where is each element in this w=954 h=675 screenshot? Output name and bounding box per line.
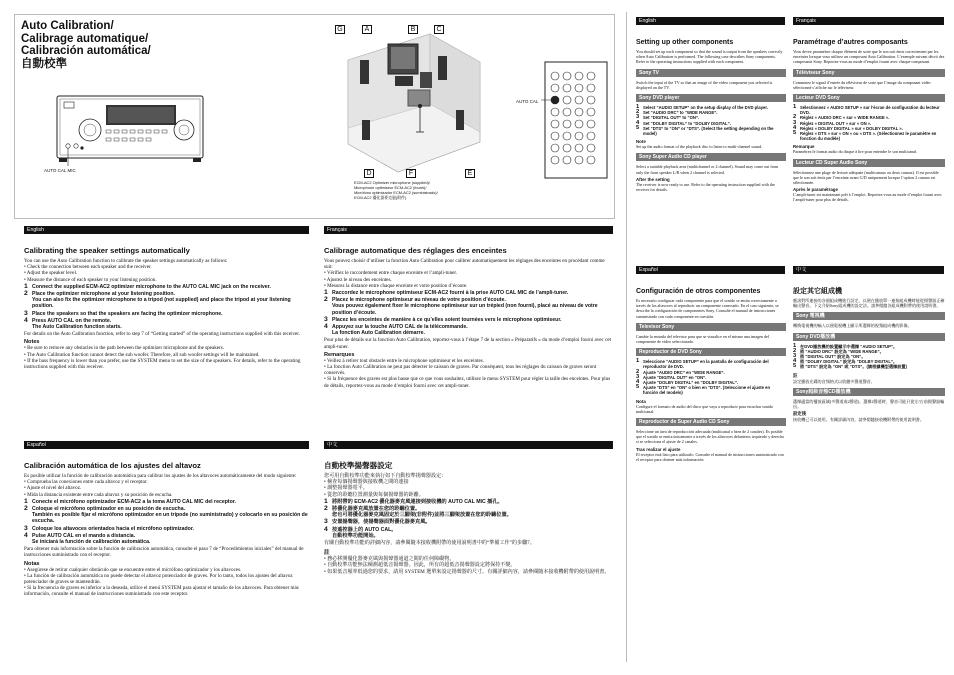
note-title: 註 (793, 372, 798, 378)
step-4: 4 Appuyez sur la touche AUTO CAL de la télécommande. La fonction Auto Calibration démarre. (324, 323, 468, 337)
list-item: • Asegúrese de retirar cualquier obstáculo que se encuentre entre el micrófono optimizador y los altavoces. (24, 567, 312, 573)
step-4: 4 按遙控器上的 AUTO CAL。 自動校準功能開始。 (324, 525, 397, 539)
intro-text: Vous devez paramétrer chaque élément de sorte que le son soit émis correctement par les enceintes lorsque vous utilisez un composant Auto Calibration. L’exemple suivant décrit des composants Sony. Reportez-vous au mode d’emploi fourni avec chaque composant. (793, 49, 945, 65)
intro-text: Es posible utilizar la función de calibración automática para calibrar los ajustes de los altavoces automáticamente del modo siguiente: (24, 473, 297, 479)
list-item: • Mida la distancia existente entre cada altavoz y su posición de escucha. (24, 492, 312, 498)
bullet-list (324, 479, 614, 498)
dvd-step-4: 4 Set “DOLBY DIGITAL” to “DOLBY DIGITAL”. (636, 119, 731, 126)
step-4: 4 Press AUTO CAL on the remote. The Auto Calibration function starts. (24, 316, 122, 331)
list-item: • Ajustez le niveau des enceintes. (324, 277, 614, 283)
dvd-step-5: 5 將 “DTS” 設定為 “ON” 或 “DTS”。(請根據機型選擇設置) (793, 363, 908, 370)
dvd-step-3: 3 Ajuste “DIGITAL OUT” en “ON”. (636, 373, 707, 380)
page-title (21, 20, 181, 70)
dvd-step-1: 1 Seleccione “AUDIO SETUP” en la pantalla de configuración del reproductor de DVD. (636, 358, 769, 370)
dvd-step-4: 4 Ajuste “DOLBY DIGITAL” en “DOLBY DIGITAL”. (636, 379, 739, 386)
section-heading: 設定其它組成機 (793, 288, 842, 295)
sacd-text: 選擇適當的播放區域(多聲道或2聲道)。選擇2聲道時，聲音可能只從左/右前揚聲器輸出。 (793, 398, 945, 410)
dvd-step-1: 1 在DVD播放機的設置顯示中選擇 “AUDIO SETUP”。 (793, 342, 898, 349)
caption-line: Microphone optimiseur ECM-AC2 (fourni)/ (354, 185, 427, 190)
notes-list (24, 345, 312, 370)
dvd-step-1: 1 Select “AUDIO SETUP” on the setup display of the DVD player. (636, 104, 768, 111)
tv-text: Cambie la entrada del televisor para que se visualice en el mismo una imagen del componente de vídeo seleccionado. (636, 333, 769, 345)
tv-text: Commutez le signal d’entrée du téléviseur de sorte que l’image du composant vidéo sélectionné s’affiche sur le téléviseur. (793, 79, 931, 90)
bullet-list (324, 270, 614, 289)
callout-B (408, 18, 418, 36)
subsection-bar: Reproductor de Super Audio CD Sony (636, 418, 786, 426)
subsection-bar: Sony DVD player (636, 94, 786, 102)
intro-text: Es necesario configurar cada componente para que el sonido se emita correctamente a través de los altavoces al reproducir un componente conectado. En el caso siguiente, se describe la configuración de componentes Sony. Consulte el manual de instrucciones suministrado con cada componente en cuestión. (636, 298, 779, 319)
lang-bar-fr-setup: Français (793, 17, 944, 25)
after-text: 有關自動校準功能的詳細內容，請參閱隨本接收機附帶的使用說明書中的“準備工作”的步驟7。 (324, 540, 535, 547)
list-item: • Comprueba las conexiones entre cada altavoz y el receptor. (24, 479, 312, 485)
dvd-step-3: 3 Réglez « DIGITAL OUT » sur « ON ». (793, 119, 872, 126)
tv-text: 轉換電視機的輸入以便電視機上顯示所選擇的視頻組成機的影像。 (793, 323, 912, 329)
callout-G (335, 18, 345, 36)
note-title: Remarque (793, 144, 815, 150)
callout-label: B (408, 25, 418, 34)
intro-text: 您可用自動校準功能來執行如下自動校準揚聲器設定： (324, 473, 447, 479)
section-heading: 自動校準揚聲器設定 (324, 461, 393, 470)
callout-F (406, 162, 416, 180)
step-1: 1 Conecte el micrófono optimizador ECM-AC2 a la toma AUTO CAL MIC del receptor. (24, 497, 236, 505)
lang-bar-en-setup: English (636, 17, 785, 25)
list-item: • Ajuste el nivel del altavoz. (24, 485, 312, 491)
callout-C (434, 18, 444, 36)
right-panel-divider (626, 12, 627, 662)
lang-bar-zh: 中文 (324, 441, 613, 449)
after-title: After the setting (636, 176, 670, 182)
dvd-step-2: 2 Réglez « AUDIO DRC » sur « WIDE RANGE ». (793, 114, 890, 121)
section-zh-setup (793, 287, 945, 422)
callout-label: F (406, 169, 416, 178)
list-item: • Si la fréquence des graves est plus basse que ce que vous souhaitez, utilisez le menu SYSTEM pour régler la taille des enceintes. Pour plus de détails, reportez-vous au mode d’emploi fourni avec cet ampli-tuner. (324, 376, 614, 388)
subsection-bar: Sony TV (636, 69, 786, 77)
step-4: 4 Pulse AUTO CAL en el mando a distancia. Se iniciará la función de calibración automática. (24, 531, 151, 546)
dvd-step-5: 5 Ajuste “DTS” en “ON” o bien en “DTS”. (Seleccione el ajuste en función del modelo) (636, 384, 771, 396)
step-3: 3 Place the speakers so that the speakers are facing the optimizer microphone. (24, 309, 223, 317)
lang-bar-es: Español (24, 441, 309, 449)
note-text: Configure el formato de audio del disco que vaya a reproducir para escuchar sonido multicanal. (636, 403, 774, 414)
dvd-step-3: 3 將 “DIGITAL OUT” 設定為 “ON”。 (793, 353, 866, 360)
after-text: L’ampli-tuner est maintenant prêt à l’emploi. Reportez-vous au mode d’emploi fourni avec l’ampli-tuner pour plus de détails. (793, 192, 942, 203)
note-text: 設定播放光碟的音頻格式以收聽多聲道聲音。 (793, 378, 875, 384)
dvd-step-2: 2 Ajuste “AUDIO DRC” en “WIDE RANGE”. (636, 368, 725, 375)
step-3: 3 Coloque los altavoces orientados hacia el micrófono optimizador. (24, 524, 194, 532)
notes-title: Remarques (324, 351, 355, 358)
subsection-bar: Sony DVD播放機 (793, 333, 945, 341)
subsection-bar: Televisor Sony (636, 323, 786, 331)
after-text: 接收機已可以使用。有關詳細內容，請參閱隨接收機附帶的使用說明書。 (793, 417, 924, 423)
dvd-step-4: 4 Réglez « DOLBY DIGITAL » sur « DOLBY DIGITAL ». (793, 124, 903, 131)
sacd-text: Sélectionnez une plage de lecture adéquate (multicanaux ou deux canaux). Il est possible que le son soit émis par l’enceinte avant G/D uniquement lorsque l’option 2 canaux est sélectionnée. (793, 169, 939, 186)
section-es-setup (636, 287, 786, 462)
note-title: Nota (636, 398, 646, 404)
dvd-step-2: 2 Set “AUDIO DRC” to “WIDE RANGE”. (636, 109, 718, 116)
step-1: 1 將附帶的 ECM-AC2 優化器麥克風連接到接收機的 AUTO CAL MIC 插孔。 (324, 497, 503, 505)
bullet-list (24, 264, 312, 283)
section-heading: Calibrage automatique des réglages des enceintes (324, 246, 507, 255)
after-text: Pour plus de détails sur la fonction Auto Calibration, reportez-vous à l’étape 7 de la section « Préparatifs » du mode d’emploi fourni avec cet ampli-tuner. (324, 337, 612, 350)
list-item: • 檢查每個揚聲器與接收機之間的連接 (324, 479, 614, 485)
subsection-bar: Lecteur DVD Sony (793, 94, 945, 102)
list-item: • Vérifiez le raccordement entre chaque enceinte et l’ampli-tuner. (324, 270, 614, 276)
section-en-setup (636, 38, 786, 192)
title-line: 自動校準 (21, 57, 67, 70)
section-zh-calibration (324, 461, 614, 575)
list-item: • 如果低音頻率低過您的要求，請用 SYSTEM 選單來設定揚聲器的尺寸。有關詳細內容，請參閱隨本接收機附帶的使用說明書。 (324, 569, 614, 575)
lang-bar-es-setup: Español (636, 266, 785, 274)
receiver-illustration (56, 88, 204, 168)
list-item: • La fonction Auto Calibration ne peut pas détecter le caisson de graves. Par conséquent, tous les réglages du caisson de graves seront conservés. (324, 364, 614, 376)
intro-text: You can use the Auto Calibration function to calibrate the speaker settings automatically as follows: (24, 258, 228, 264)
list-item: • Be sure to remove any obstacles in the path between the optimizer microphone and the speakers. (24, 345, 312, 351)
dvd-step-5: 5 Réglez « DTS » sur « ON » ou « DTS ». (Sélectionnez le paramètre en fonction du modèle) (793, 130, 937, 142)
notes-list (324, 556, 614, 575)
callout-label: G (335, 25, 345, 34)
callout-label: A (362, 25, 372, 34)
caption-line: Micrófono optimizador ECM-AC2 (suministrado)/ (354, 190, 438, 195)
caption-line: ECM-AC2 Optimizer microphone (supplied)/ (354, 180, 430, 185)
section-es-calibration (24, 461, 312, 598)
after-text: For details on the Auto Calibration function, refer to step 7 of “Getting started” of the operating instructions supplied with this receiver. (24, 331, 300, 338)
after-text: El receptor está listo para utilizarlo. Consulte el manual de instrucciones suministrado con el receptor para obtener más información. (636, 451, 784, 462)
step-3: 3 安置揚聲器，使揚聲器面對優化器麥克風。 (324, 518, 431, 526)
tv-text: Switch the input of the TV so that an image of the video component you selected is displayed on the TV. (636, 79, 773, 90)
section-heading: Calibración automática de los ajustes del altavoz (24, 461, 201, 470)
after-text: The receiver is now ready to use. Refer to the operating instruction supplied with the receiver for details. (636, 181, 775, 193)
lang-bar-zh-setup: 中文 (793, 266, 944, 274)
notes-title: Notes (24, 339, 40, 346)
after-title: Après le paramétrage (793, 187, 838, 193)
list-item: • 自動校準功能無法檢測超低音揚聲器。因此，所有的超低音揚聲器設定將保持不變。 (324, 562, 614, 568)
dvd-step-1: 1 Sélectionnez « AUDIO SETUP » sur l’écran de configuration du lecteur DVD. (793, 104, 940, 116)
subsection-bar: Sony 電視機 (793, 312, 945, 320)
list-item: • Si la frecuencia de graves es inferior a la deseada, utilice el menú SYSTEM para ajustar el tamaño de los altavoces. Para obtener más información, consulte el manual de instrucciones suministrado con este receptor. (24, 585, 312, 597)
intro-text: You should set up each component so that the sound is output from the speakers correctly when Auto Calibration is performed. The following case describes Sony components. Refer to the operating instructions supplied with each component. (636, 49, 783, 65)
auto-cal-mic-label: AUTO CAL MIC (44, 168, 76, 173)
step-2: 2 將優化器麥克風放置在您的聆聽位置。 您也可將優化器麥克風固定於三腳架(非附件)並將三腳架放置在您的聆聽位置。 (324, 505, 512, 519)
notes-title: 註 (324, 550, 330, 557)
callout-E (465, 162, 475, 180)
section-en-calibration (24, 246, 312, 370)
note-title: Note (636, 139, 646, 145)
list-item: • La función de calibración automática no puede detectar el altavoz potenciador de graves. Por lo tanto, todos los ajustes del altavoz potenciador de graves se mantendrán. (24, 573, 312, 585)
list-item: • Mesurez la distance entre chaque enceinte et votre position d’écoute. (324, 283, 614, 289)
list-item: • If the bass frequency is lower than you prefer, use the SYSTEM menu to set the size of the speakers. For details, refer to the operating instructions supplied with this receiver. (24, 358, 312, 370)
title-line: Auto Calibration/ (21, 20, 114, 32)
section-heading: Calibrating the speaker settings automatically (24, 246, 190, 255)
lang-bar-fr: Français (324, 226, 613, 234)
callout-label: D (364, 169, 374, 178)
section-heading: Paramétrage d’autres composants (793, 39, 908, 46)
step-2: 2 Coloque el micrófono optimizador en su posición de escucha. También es posible fijar el micrófono optimizador en un trípode (no suministrado) y colocarlo en su posición de escucha. (24, 505, 308, 525)
title-line: Calibración automática/ (21, 45, 151, 57)
list-item: • Check the connection between each speaker and the receiver. (24, 264, 312, 270)
dvd-step-5: 5 Set “DTS” to “ON” or “DTS”. (Select the setting depending on the model) (636, 124, 774, 137)
callout-label: C (434, 25, 444, 34)
step-2: 2 Place the optimizer microphone at your listening position. You can also fix the optimizer microphone to a tripod (not supplied) and place the tripod at your listening position. (24, 290, 291, 310)
notes-title: Notas (24, 560, 40, 567)
dvd-step-3: 3 Set “DIGITAL OUT” to “ON”. (636, 114, 700, 121)
notes-list (324, 358, 614, 389)
section-fr-calibration (324, 246, 614, 389)
note-text: Paramétrez le format audio du disque à lire pour entendre le son multicanal. (793, 149, 918, 155)
step-1: 1 Raccordez le microphone optimiseur ECM-AC2 fourni à la prise AUTO CAL MIC de l’ampli-tuner. (324, 289, 569, 297)
title-line: Calibrage automatique/ (21, 32, 149, 45)
callout-A (362, 18, 372, 36)
room-illustration (338, 24, 488, 176)
list-item: • The Auto Calibration function cannot detect the sub woofer. Therefore, all sub woofer settings will be maintained. (24, 352, 312, 358)
remote-illustration (541, 60, 611, 180)
section-heading: Configuración de otros componentes (636, 288, 761, 295)
auto-cal-label: AUTO CAL (516, 99, 539, 104)
dvd-step-2: 2 將 “AUDIO DRC” 設定為 “WIDE RANGE”。 (793, 347, 884, 354)
dvd-step-4: 4 將 “DOLBY DIGITAL” 設定為 “DOLBY DIGITAL”。 (793, 358, 898, 365)
notes-list (24, 567, 312, 598)
microphone-caption (354, 180, 484, 200)
sacd-text: Select a suitable playback area (multichannel or 2 channel). Sound may come out from only the front speaker L/R when 2 channel is selected. (636, 164, 779, 175)
list-item: • 從您的聆聽位置測量與每個揚聲器的距離。 (324, 492, 614, 498)
subsection-bar: Lecteur CD Super Audio Sony (793, 159, 945, 167)
after-text: Para obtener más información sobre la función de calibración automática, consulte el paso 7 de “Procedimientos iniciales” del manual de instrucciones suministrado con el receptor. (24, 546, 304, 559)
subsection-bar: Sony Super Audio CD player (636, 153, 786, 161)
callout-label: E (465, 169, 475, 178)
section-heading: Setting up other components (636, 39, 734, 46)
lang-bar-en: English (24, 226, 309, 234)
intro-text: 應該對所連接的各個組成機進行設定，以便在播放單一連接組成機時能從揚聲器正確輸出聲音。下文介紹Sony組成機的設定法。請參閱隨各組成機附帶的使用說明書。 (793, 298, 945, 309)
subsection-bar: Reproductor de DVD Sony (636, 348, 786, 356)
note-text: Set up the audio format of the playback disc to listen to multi-channel sound. (636, 144, 763, 150)
after-title: 設定後 (793, 411, 807, 417)
subsection-bar: Sony超級音頻CD播放機 (793, 388, 945, 396)
step-2: 2 Placez le microphone optimiseur au niveau de votre position d’écoute. Vous pouvez également fixer le microphone optimiseur sur un trépied (non fourni), placé au niveau de votre position d’écoute. (324, 296, 598, 316)
after-title: Tras realizar el ajuste (636, 446, 681, 452)
section-fr-setup (793, 38, 945, 203)
sacd-text: Seleccione un área de reproducción adecuada (multicanal o bien de 2 canales). Es posible que el sonido se emita únicamente a través de los altavoces delanteros izquierdo y derecho si se selecciona el ajuste de 2 canales. (636, 429, 785, 445)
list-item: • 務必移開優化器麥克風與揚聲器通道之間的任何障礙物。 (324, 556, 614, 562)
step-3: 3 Placez les enceintes de manière à ce qu’elles soient tournées vers le microphone optimiseur. (324, 315, 562, 323)
bullet-list (24, 479, 312, 498)
list-item: • Measure the distance of each speaker to your listening position. (24, 277, 312, 283)
list-item: • 調整揚聲器電平。 (324, 485, 614, 491)
callout-D (364, 162, 374, 180)
list-item: • Adjust the speaker level. (24, 270, 312, 276)
step-1: 1 Connect the supplied ECM-AC2 optimizer microphone to the AUTO CAL MIC jack on the receiver. (24, 282, 271, 290)
list-item: • Veillez à retirer tout obstacle entre le microphone optimiseur et les enceintes. (324, 358, 614, 364)
intro-text: Vous pouvez choisir d’utiliser la fonction Auto Calibration pour calibrer automatiquement les réglages des enceintes en procédant comme suit: (324, 258, 605, 271)
subsection-bar: Téléviseur Sony (793, 69, 945, 77)
caption-line: ECM-AC2 優化器麥克風(附件) (354, 195, 407, 200)
